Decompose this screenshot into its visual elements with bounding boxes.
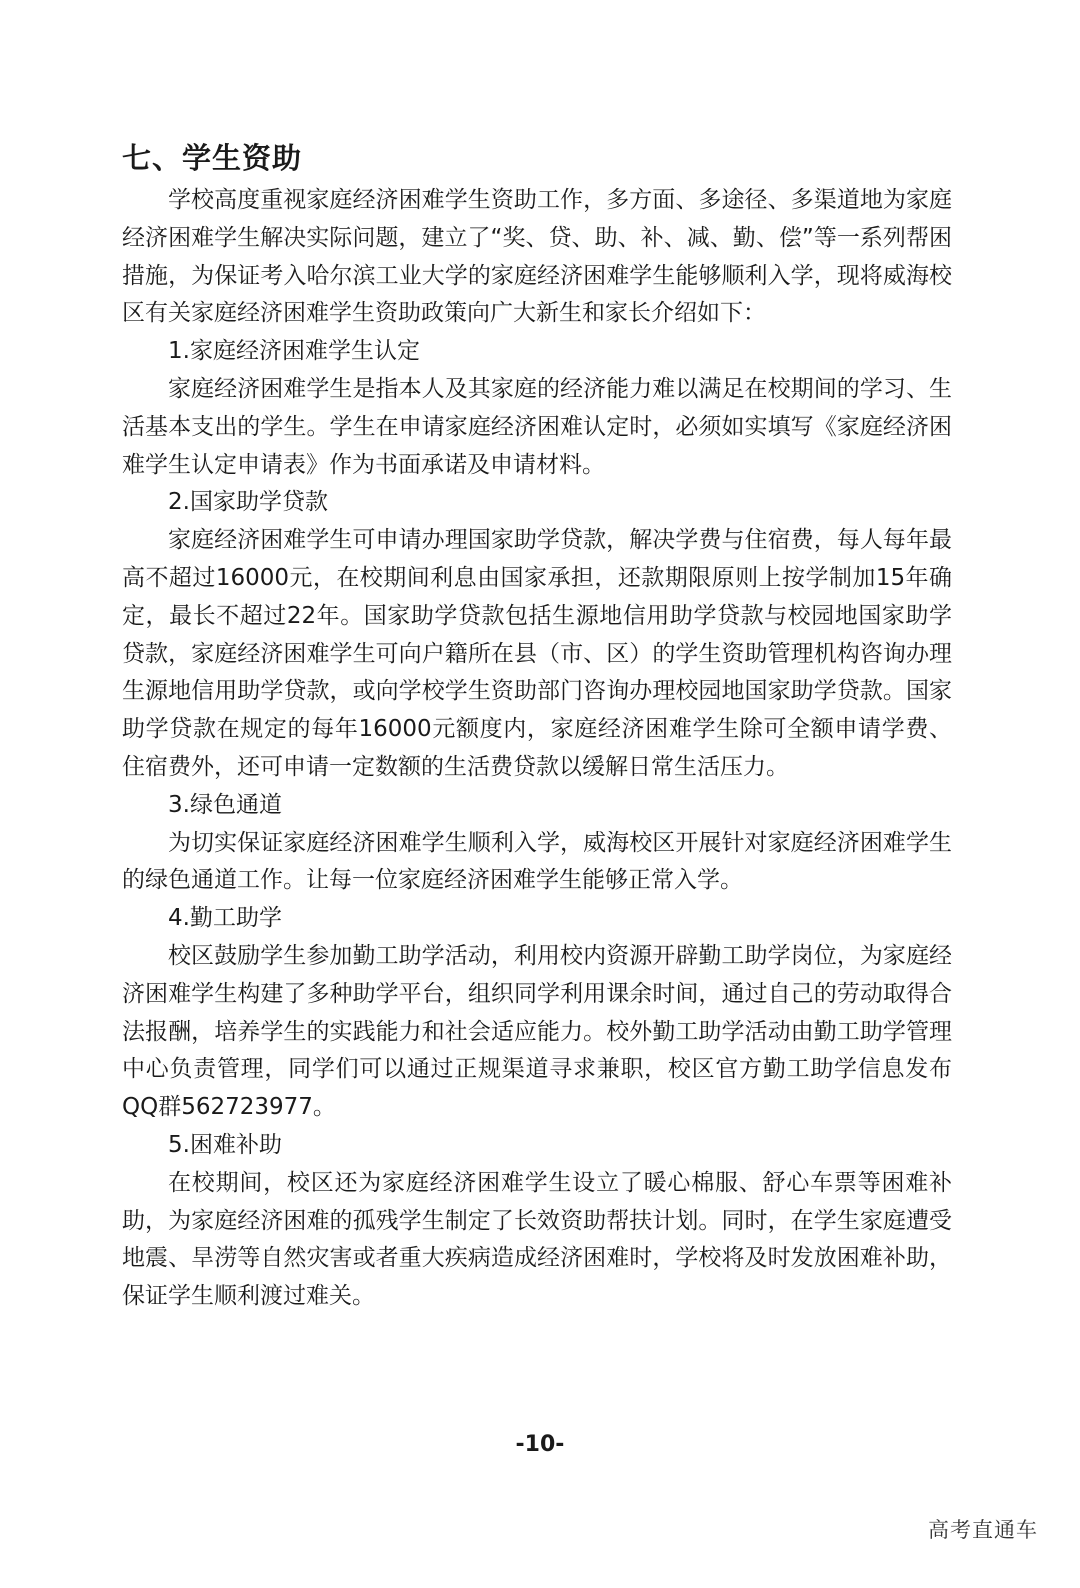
item-heading-green-channel: 3.绿色通道 <box>168 791 282 818</box>
item-heading-hardship-aid: 5.困难补助 <box>168 1131 282 1158</box>
item-heading-work-study: 4.勤工助学 <box>168 905 282 932</box>
page-number: -10- <box>515 1432 565 1457</box>
item-body-green-channel: 为切实保证家庭经济困难学生顺利入学，威海校区开展针对家庭经济困难学生的绿色通道工作。让每一位家庭经济困难学生能够正常入学。 <box>122 829 952 894</box>
item-heading-student-loan: 2.国家助学贷款 <box>168 489 328 516</box>
item-heading-identification: 1.家庭经济困难学生认定 <box>168 338 420 365</box>
page-content <box>122 138 952 1316</box>
watermark-text: 高考直通车 <box>928 1518 1038 1542</box>
section-title: 七、学生资助 <box>122 141 303 175</box>
item-body-hardship-aid: 在校期间，校区还为家庭经济困难学生设立了暖心棉服、舒心车票等困难补助，为家庭经济困难的孤残学生制定了长效资助帮扶计划。同时，在学生家庭遭受地震、旱涝等自然灾害或者重大疾病造成经济困难时，学校将及时发放困难补助，保证学生顺利渡过难关。 <box>122 1169 952 1310</box>
item-body-identification: 家庭经济困难学生是指本人及其家庭的经济能力难以满足在校期间的学习、生活基本支出的学生。学生在申请家庭经济困难认定时，必须如实填写《家庭经济困难学生认定申请表》作为书面承诺及申请材料。 <box>122 375 952 478</box>
intro-paragraph: 学校高度重视家庭经济困难学生资助工作，多方面、多途径、多渠道地为家庭经济困难学生解决实际问题，建立了“奖、贷、助、补、减、勤、偿”等一系列帮困措施，为保证考入哈尔滨工业大学的家庭经济困难学生能够顺利入学，现将威海校区有关家庭经济困难学生资助政策向广大新生和家长介绍如下： <box>122 187 952 327</box>
item-body-work-study: 校区鼓励学生参加勤工助学活动，利用校内资源开辟勤工助学岗位，为家庭经济困难学生构建了多种助学平台，组织同学利用课余时间，通过自己的劳动取得合法报酬，培养学生的实践能力和社会适应能力。校外勤工助学活动由勤工助学管理中心负责管理，同学们可以通过正规渠道寻求兼职，校区官方勤工助学信息发布QQ群562723977。 <box>122 942 952 1121</box>
item-body-student-loan: 家庭经济困难学生可申请办理国家助学贷款，解决学费与住宿费，每人每年最高不超过16000元，在校期间利息由国家承担，还款期限原则上按学制加15年确定，最长不超过22年。国家助学贷款包括生源地信用助学贷款与校园地国家助学贷款，家庭经济困难学生可向户籍所在县（市、区）的学生资助管理机构咨询办理生源地信用助学贷款，或向学校学生资助部门咨询办理校园地国家助学贷款。国家助学贷款在规定的每年16000元额度内，家庭经济困难学生除可全额申请学费、住宿费外，还可申请一定数额的生活费贷款以缓解日常生活压力。 <box>122 527 952 780</box>
